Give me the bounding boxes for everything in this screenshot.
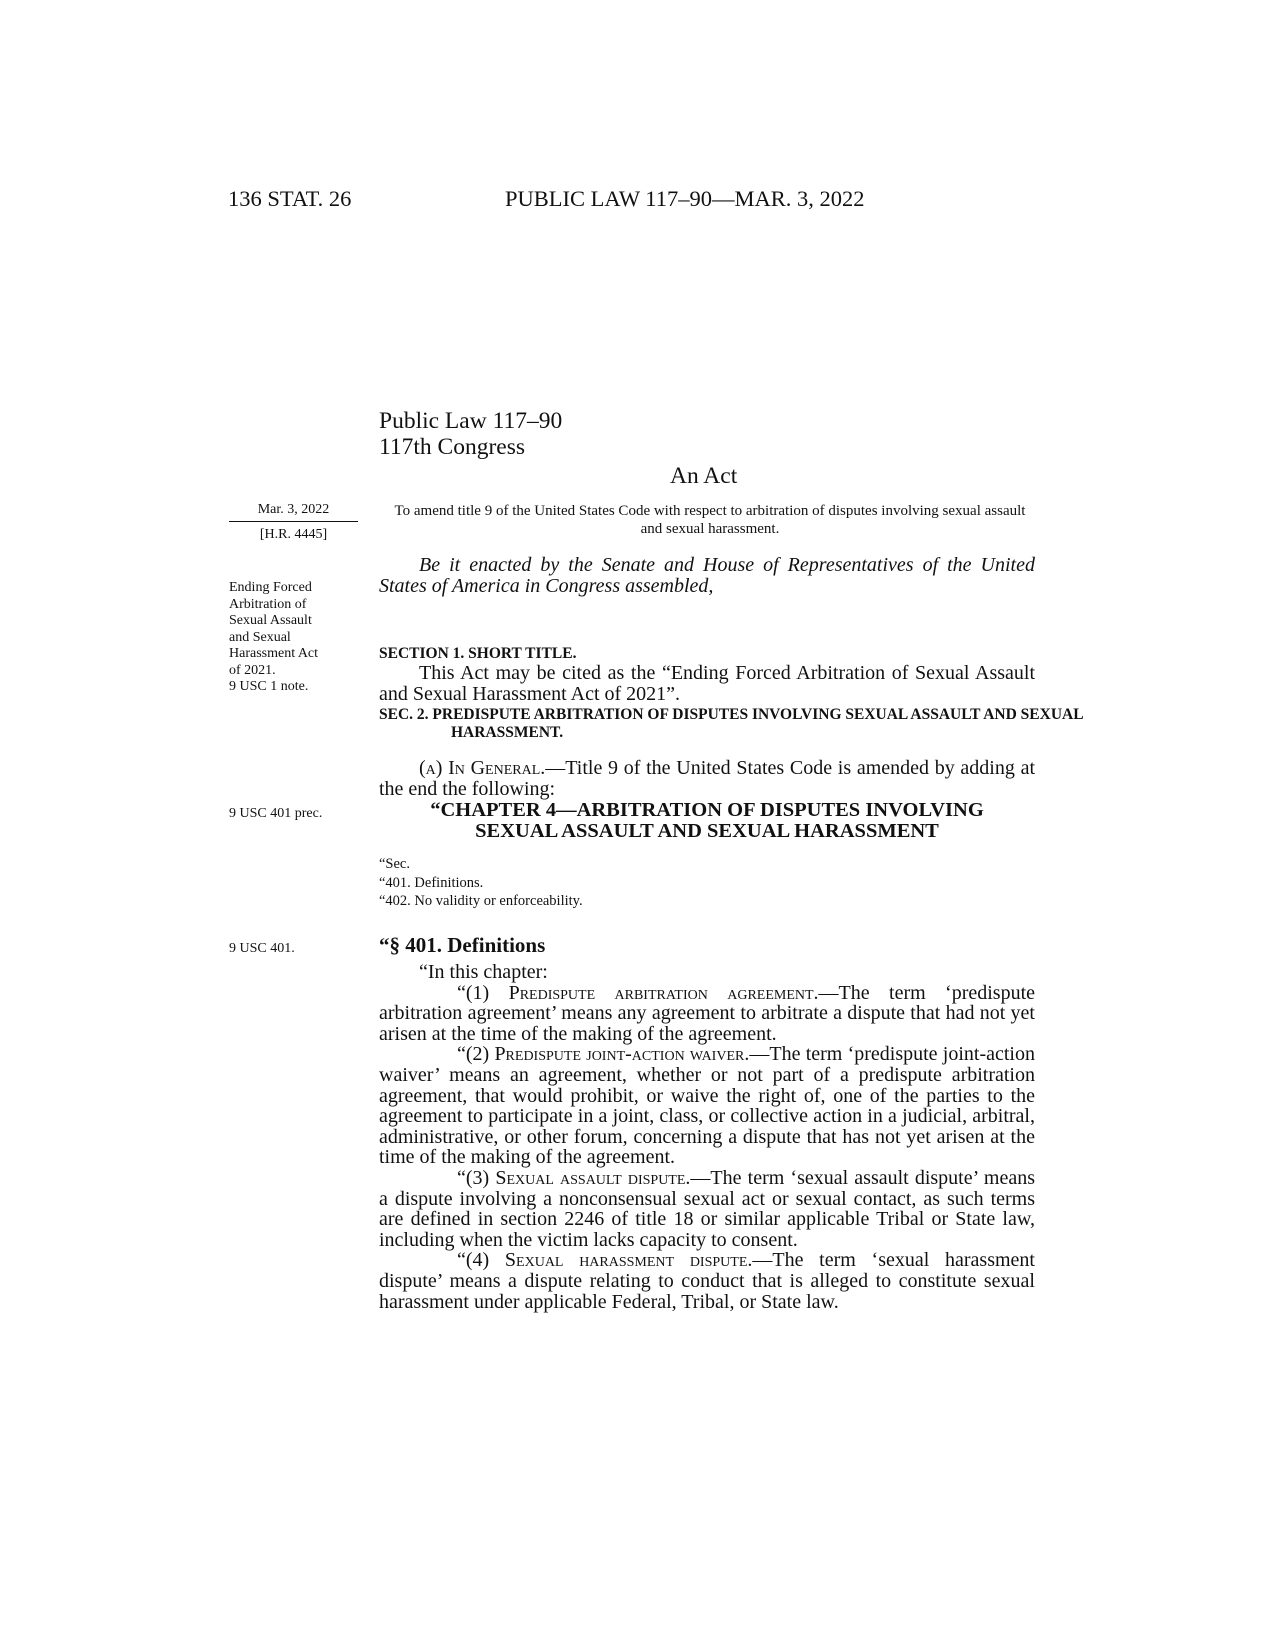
- definition-number: “(4): [457, 1249, 505, 1272]
- section-1-heading: SECTION 1. SHORT TITLE.: [379, 645, 577, 662]
- subsection-a-text: —Title 9 of the United States Code is amended by adding at the end the following:: [379, 757, 1036, 800]
- definition-text: —The term ‘sexual assault dispute’ means a dispute involving a nonconsensual sexual act or sexual contact, as such terms are defined in section 2246 of title 18 or similar applicable Tribal or State law, including when the victim lacks capacity to consent.: [379, 1166, 1036, 1251]
- subsection-a-label: (a) In General.: [419, 757, 546, 779]
- margin-note-line: of 2021.: [229, 662, 276, 678]
- definition-term: Predispute joint-action waiver.: [494, 1043, 750, 1066]
- definition-text: —The term ‘predispute joint-action waiver’ means an agreement, whether or not part of a predispute arbitration agreement, that would prohibit, or waive the right of, one of the parties to the agreement to participate in a joint, class, or collective action in a judicial, arbitral, administrative, or other forum, concerning a dispute that has not yet arisen at the time of the making of the agreement.: [379, 1043, 1035, 1169]
- definition-item: [379, 1250, 1035, 1312]
- toc-item: “402. No validity or enforceability.: [379, 893, 583, 909]
- section-2-subsection-a: [379, 758, 1035, 799]
- running-head: PUBLIC LAW 117–90—MAR. 3, 2022: [505, 186, 865, 211]
- margin-note-line: Sexual Assault: [229, 613, 312, 628]
- definition-term: Predispute arbitration agreement.: [508, 981, 819, 1004]
- section-1-text: This Act may be cited as the “Ending Forced Arbitration of Sexual Assault and Sexual Harassment Act of 2021”.: [379, 662, 1035, 705]
- margin-note-line: Harassment Act: [229, 646, 319, 661]
- act-heading: An Act: [670, 463, 738, 489]
- definitions-body: [379, 962, 1035, 1312]
- definition-term: Sexual harassment dispute.: [504, 1249, 753, 1272]
- margin-bill-number: [H.R. 4445]: [259, 527, 328, 542]
- margin-note-line: Ending Forced: [229, 580, 312, 595]
- toc-item: “Sec.: [379, 856, 410, 872]
- section-401-heading: “§ 401. Definitions: [379, 933, 546, 957]
- definition-text: —The term ‘sexual harassment dispute’ means a dispute relating to conduct that is alleged to constitute sexual harassment under applicable Federal, Tribal, or State law.: [379, 1249, 1035, 1313]
- margin-note-line: and Sexual: [229, 629, 291, 645]
- chapter-heading: [379, 800, 1035, 842]
- definition-number: “(2): [457, 1043, 495, 1066]
- law-number: Public Law 117–90: [379, 408, 563, 434]
- definition-number: “(3): [457, 1166, 496, 1189]
- definition-item: [379, 1168, 1035, 1250]
- margin-note-line: Arbitration of: [229, 596, 307, 612]
- margin-date-box: [229, 502, 358, 543]
- definition-item: [379, 983, 1035, 1045]
- margin-short-title-note: [229, 580, 369, 696]
- definitions-intro: “In this chapter:: [419, 961, 548, 983]
- margin-chapter-note: 9 USC 401 prec.: [229, 806, 323, 821]
- act-purpose: To amend title 9 of the United States Code with respect to arbitration of disputes involving sexual assault and sexual harassment.: [394, 503, 1026, 537]
- congress-label: 117th Congress: [379, 434, 526, 460]
- chapter-heading-line: “CHAPTER 4—ARBITRATION OF DISPUTES INVOLVING: [430, 799, 984, 821]
- margin-note-line: 9 USC 1 note.: [229, 679, 309, 694]
- margin-section-note: 9 USC 401.: [229, 941, 295, 956]
- definition-item: [379, 1044, 1035, 1168]
- definition-number: “(1): [457, 981, 509, 1004]
- enacting-clause: Be it enacted by the Senate and House of Representatives of the United States of America in Congress assembled,: [379, 554, 1035, 597]
- chapter-heading-line: SEXUAL ASSAULT AND SEXUAL HARASSMENT: [475, 820, 939, 842]
- margin-date: Mar. 3, 2022: [229, 502, 358, 522]
- chapter-table-of-sections: [379, 855, 1035, 911]
- definition-text: —The term ‘predispute arbitration agreement’ means any agreement to arbitrate a dispute that had not yet arisen at the time of the making of the agreement.: [379, 981, 1035, 1045]
- definition-term: Sexual assault dispute.: [495, 1166, 691, 1189]
- section-2-heading: SEC. 2. PREDISPUTE ARBITRATION OF DISPUTES INVOLVING SEXUAL ASSAULT AND SEXUAL HARASSMENT.: [379, 706, 1083, 741]
- page-number: 136 STAT. 26: [228, 186, 352, 211]
- toc-item: “401. Definitions.: [379, 874, 484, 891]
